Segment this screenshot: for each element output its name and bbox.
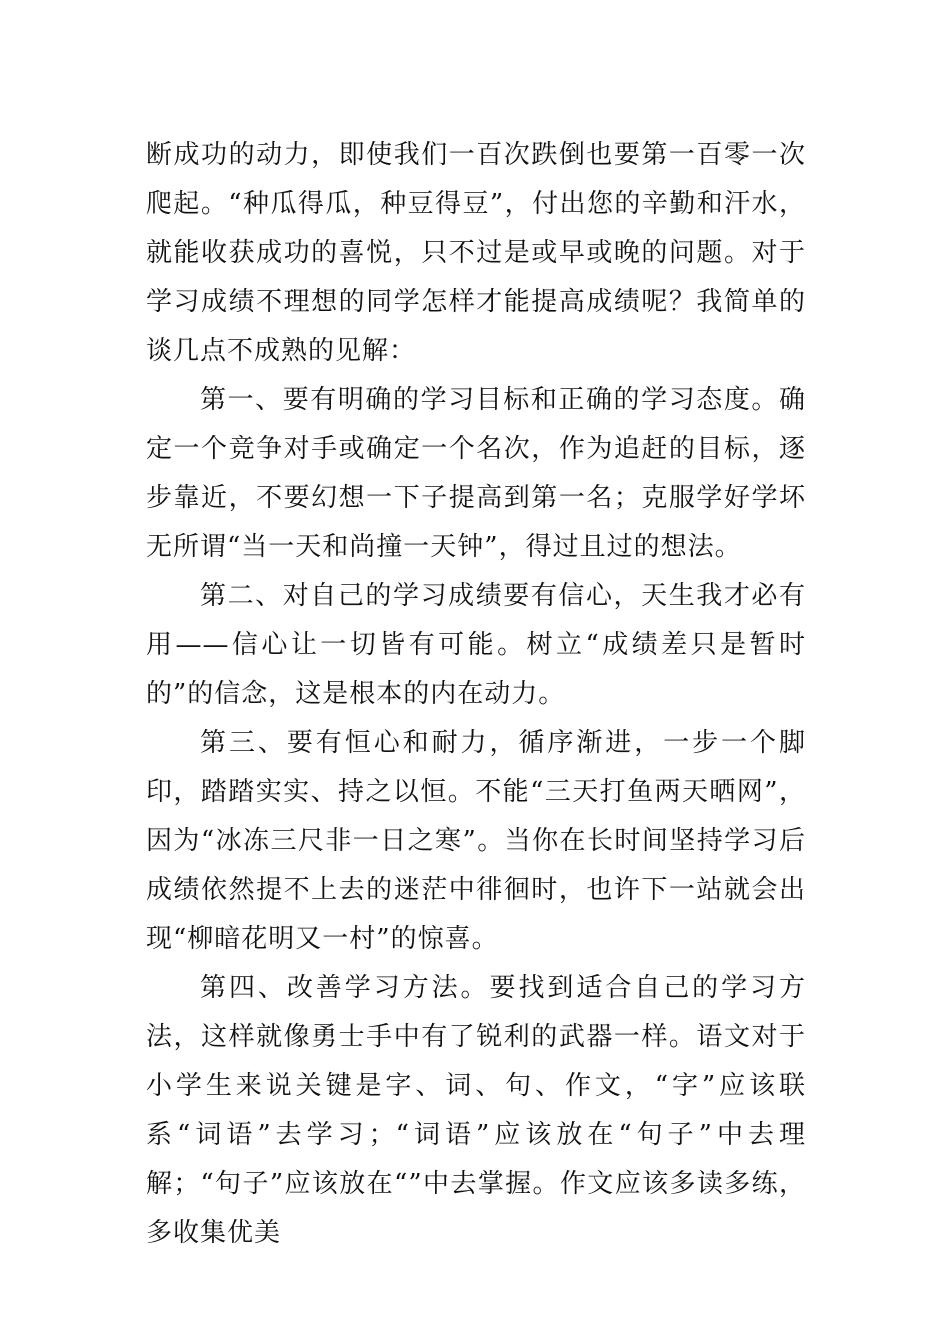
paragraph-point-four: 第四、改善学习方法。要找到适合自己的学习方法，这样就像勇士手中有了锐利的武器一样。语文对于小学生来说关键是字、词、句、作文，“字”应该联系“词语”去学习；“词语”应该放在“句子”中去理解；“句子”应该放在“”中去掌握。作文应该多读多练，多收集优美 — [146, 973, 806, 1248]
document-body — [146, 131, 806, 1258]
paragraph-point-one: 第一、要有明确的学习目标和正确的学习态度。确定一个竞争对手或确定一个名次，作为追赶的目标，逐步靠近，不要幻想一下子提高到第一名；克服学好学坏无所谓“当一天和尚撞一天钟”，得过且过的想法。 — [146, 385, 806, 562]
paragraph-point-three: 第三、要有恒心和耐力，循序渐进，一步一个脚印，踏踏实实、持之以恒。不能“三天打鱼两天晒网”，因为“冰冻三尺非一日之寒”。当你在长时间坚持学习后成绩依然提不上去的迷茫中徘徊时，也许下一站就会出现“柳暗花明又一村”的惊喜。 — [146, 728, 806, 954]
paragraph-continuation: 断成功的动力，即使我们一百次跌倒也要第一百零一次爬起。“种瓜得瓜，种豆得豆”，付出您的辛勤和汗水，就能收获成功的喜悦，只不过是或早或晚的问题。对于学习成绩不理想的同学怎样才能提高成绩呢？我简单的谈几点不成熟的见解： — [146, 140, 806, 366]
paragraph-point-two: 第二、对自己的学习成绩要有信心，天生我才必有用——信心让一切皆有可能。树立“成绩差只是暂时的”的信念，这是根本的内在动力。 — [146, 581, 806, 709]
